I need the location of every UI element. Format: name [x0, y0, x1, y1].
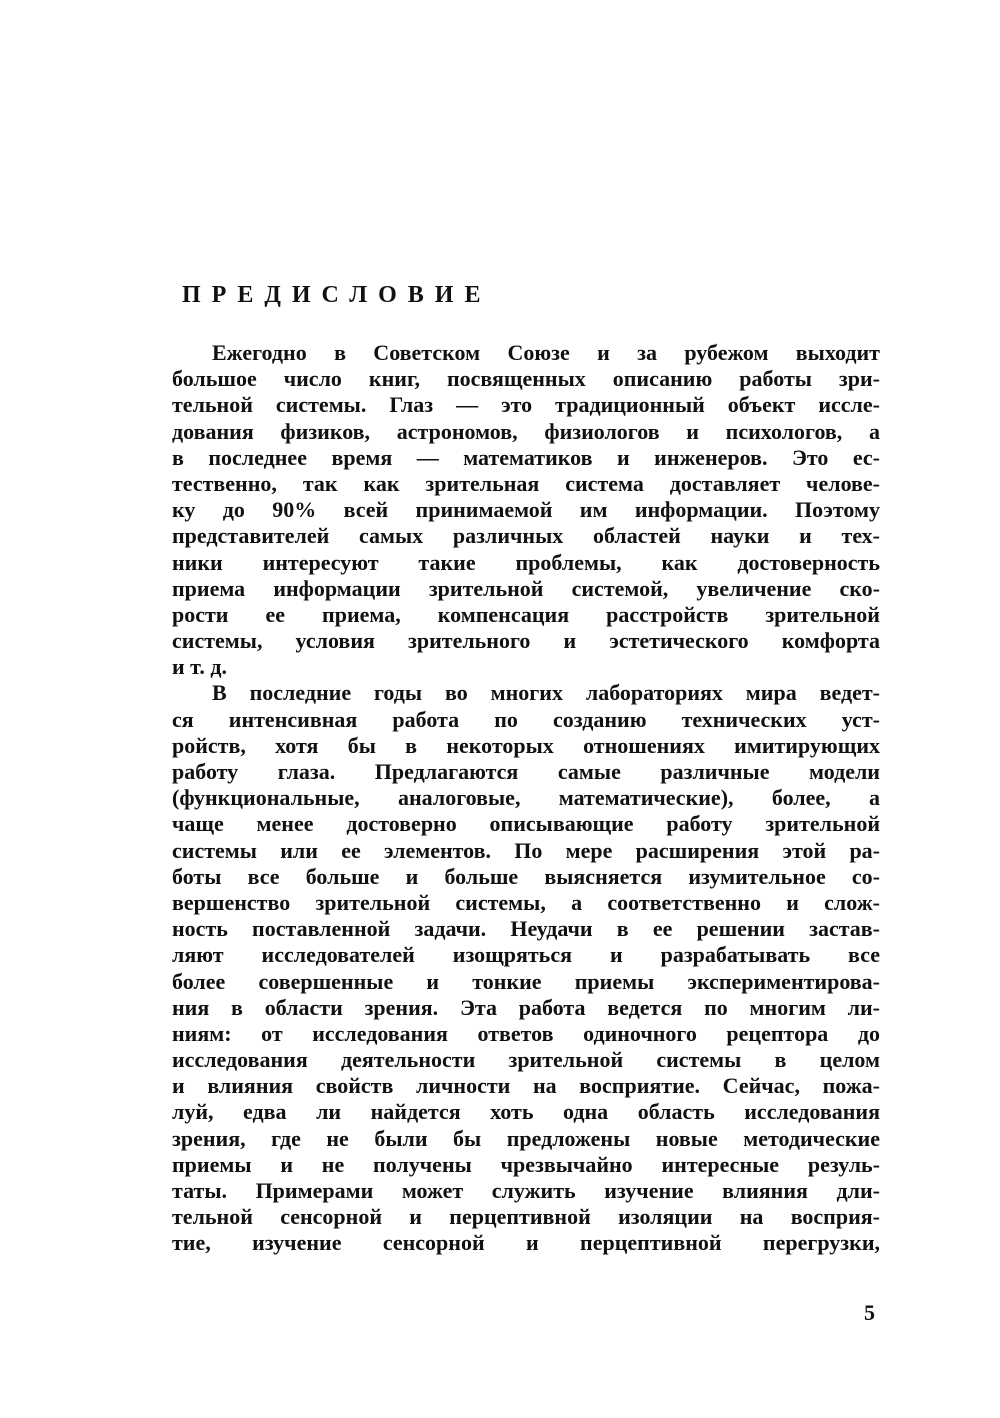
text-line: представителей самых различных областей науки и тех-: [172, 523, 880, 549]
page-number: 5: [864, 1300, 875, 1325]
text-line: тие, изучение сенсорной и перцептивной перегрузки,: [172, 1230, 880, 1256]
text-line: В последние годы во многих лабораториях мира ведет-: [212, 680, 880, 706]
text-line: более совершенные и тонкие приемы экспериментирова-: [172, 968, 880, 994]
text-line: системы, условия зрительного и эстетического комфорта: [172, 628, 880, 654]
page-title: ПРЕДИСЛОВИЕ: [182, 282, 492, 308]
text-line: ность поставленной задачи. Неудачи в ее решении застав-: [172, 916, 880, 942]
text-line: тельной сенсорной и перцептивной изоляции на восприя-: [172, 1204, 880, 1230]
text-line: луй, едва ли найдется хоть одна область исследования: [172, 1099, 880, 1125]
text-line: приема информации зрительной системой, увеличение ско-: [172, 575, 880, 601]
text-line: и влияния свойств личности на восприятие. Сейчас, пожа-: [172, 1073, 880, 1099]
text-line: большое число книг, посвященных описанию работы зри-: [172, 366, 880, 392]
paragraph-1: [172, 340, 880, 680]
text-line: ку до 90% всей принимаемой им информации. Поэтому: [172, 497, 880, 523]
text-line: ляют исследователей изощряться и разрабатывать все: [172, 942, 880, 968]
text-line: ся интенсивная работа по созданию технических уст-: [172, 706, 880, 732]
text-line: в последнее время — математиков и инженеров. Это ес-: [172, 444, 880, 470]
text-line: дования физиков, астрономов, физиологов и психологов, а: [172, 418, 880, 444]
text-line: таты. Примерами может служить изучение влияния дли-: [172, 1178, 880, 1203]
text-line: боты все больше и больше выясняется изумительное со-: [172, 863, 880, 889]
paragraph-2: [172, 680, 880, 1256]
text-line: ройств, хотя бы в некоторых отношениях имитирующих: [172, 732, 880, 758]
text-line: (функциональные, аналоговые, математические), более, а: [172, 785, 880, 811]
text-line: Ежегодно в Советском Союзе и за рубежом выходит: [212, 340, 880, 365]
text-line: вершенство зрительной системы, а соответственно и слож-: [172, 889, 880, 915]
text-line: работу глаза. Предлагаются самые различные модели: [172, 759, 880, 784]
text-line: тественно, так как зрительная система доставляет челове-: [172, 470, 880, 496]
text-line: приемы и не получены чрезвычайно интересные резуль-: [172, 1151, 880, 1177]
text-line: ники интересуют такие проблемы, как достоверность: [172, 549, 880, 575]
text-line: исследования деятельности зрительной системы в целом: [172, 1047, 880, 1073]
text-line: и т. д.: [172, 654, 227, 680]
text-line: тельной системы. Глаз — это традиционный объект иссле-: [172, 392, 880, 418]
text-line: ниям: от исследования ответов одиночного рецептора до: [172, 1020, 880, 1046]
text-line: зрения, где не были бы предложены новые методические: [172, 1125, 880, 1151]
text-line: системы или ее элементов. По мере расширения этой ра-: [172, 837, 880, 863]
text-line: рости ее приема, компенсация расстройств зрительной: [172, 601, 880, 627]
body-text: [172, 340, 880, 1257]
text-line: ния в области зрения. Эта работа ведется по многим ли-: [172, 994, 880, 1020]
text-line: чаще менее достоверно описывающие работу зрительной: [172, 811, 880, 837]
